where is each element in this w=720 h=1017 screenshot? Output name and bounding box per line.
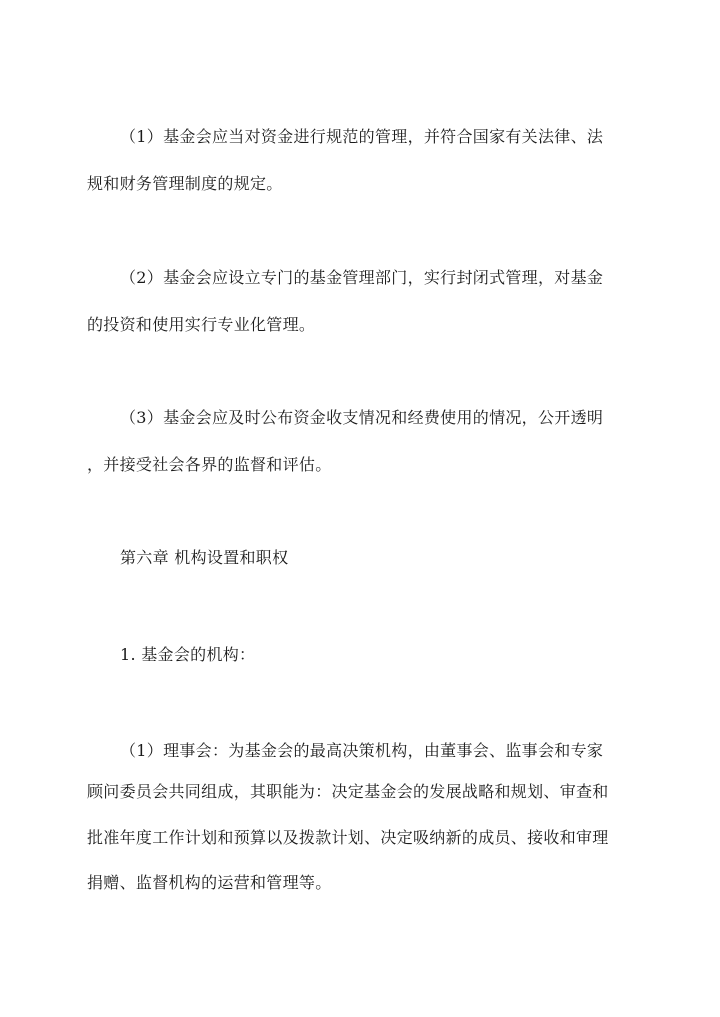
council-clause-line-4: 捐赠、监督机构的运营和管理等。	[87, 873, 332, 892]
clause-3-line-2: ，并接受社会各界的监督和评估。	[87, 455, 332, 474]
chapter-heading: 第六章 机构设置和职权	[120, 548, 289, 567]
clause-1-line-1: （1）基金会应当对资金进行规范的管理，并符合国家有关法律、法	[120, 127, 604, 146]
clause-1-line-2: 规和财务管理制度的规定。	[87, 174, 283, 193]
item-title: 1. 基金会的机构：	[120, 645, 256, 664]
council-clause-line-3: 批准年度工作计划和预算以及拨款计划、决定吸纳新的成员、接收和审理	[87, 828, 609, 847]
council-clause-line-2: 顾问委员会共同组成，其职能为：决定基金会的发展战略和规划、审查和	[87, 782, 609, 801]
clause-3-line-1: （3）基金会应及时公布资金收支情况和经费使用的情况，公开透明	[120, 408, 604, 427]
council-clause-line-1: （1）理事会：为基金会的最高决策机构，由董事会、监事会和专家	[120, 741, 604, 760]
clause-2-line-2: 的投资和使用实行专业化管理。	[87, 315, 316, 334]
clause-2-line-1: （2）基金会应设立专门的基金管理部门，实行封闭式管理，对基金	[120, 268, 604, 287]
